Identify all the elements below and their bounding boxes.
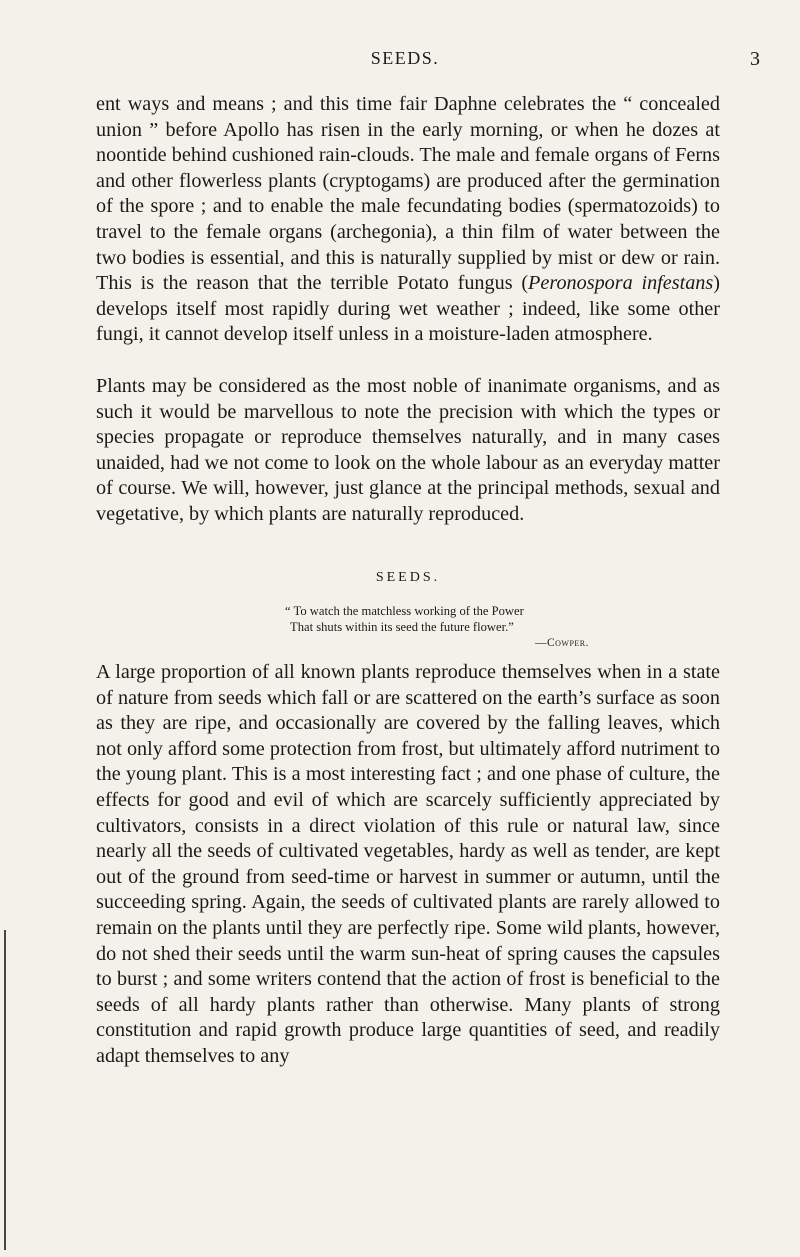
paragraph-3-text: A large proportion of all known plants reproduce themselves when in a state of nature from seeds which fall or are scattered on the earth’s surface as soon as they are ripe, and occasionally are covered by the falling leaves, which not only afford some protection from frost, but ultimately afford nutriment to the young plant. This is a most interesting fact ; and one phase of culture, the effects for good and evil of which are scarcely sufficiently appreciated by cultivators, consists in a direct violation of this rule or natural law, since nearly all the seeds of cultivated vegetables, hardy as well as tender, are kept out of the ground from seed-time or harvest in summer or autumn, until the succeeding spring. Again, the seeds of cultivated plants are rarely allowed to remain on the plants until they are perfectly ripe. Some wild plants, however, do not shed their seeds until the warm sun-heat of spring causes the capsules to burst ; and some writers contend that the action of frost is beneficial to the seeds of all hardy plants rather than otherwise. Many plants of strong constitution and rapid growth produce large quantities of seed, and readily adapt themselves to any: [96, 661, 720, 1067]
species-name: Peronospora infestans: [528, 272, 714, 295]
section-heading: SEEDS.: [375, 570, 441, 585]
epigraph-line-1: “ To watch the matchless working of the Power: [285, 604, 524, 618]
running-head: [90, 44, 760, 74]
paragraph-1-text-b: ) develops itself most rapidly during wet weather ; indeed, like some other fungi, it cannot develop itself unless in a moisture-laden atmosphere.: [96, 272, 720, 346]
paragraph-1-text-a: ent ways and means ; and this time fair Daphne celebrates the “ concealed union ” before Apollo has risen in the early morning, or when he dozes at noontide behind cushioned rain-clouds. The male and female organs of Ferns and other flowerless plants (cryptogams) are produced after the germination of the spore ; and to enable the male fecundating bodies (spermatozoids) to travel to the female organs (archegonia), a thin film of water between the two bodies is essential, and this is naturally supplied by mist or dew or rain. This is the reason that the terrible Potato fungus (: [96, 93, 720, 295]
paragraph-1: [96, 92, 720, 348]
running-title: SEEDS.: [370, 48, 440, 68]
page-number: 3: [750, 48, 760, 70]
paragraph-2-text: Plants may be considered as the most noble of inanimate organisms, and as such it would be marvellous to note the precision with which the types or species propagate or reproduce themselves naturally, and in many cases unaided, had we not come to look on the whole labour as an everyday matter of course. We will, however, just glance at the principal methods, sexual and vegetative, by which plants are naturally reproduced.: [96, 375, 720, 525]
binding-edge: [4, 930, 6, 1250]
epigraph: [285, 603, 725, 651]
paragraph-3: [96, 660, 720, 1070]
paragraph-2: [96, 374, 720, 528]
epigraph-line-2: That shuts within its seed the future flower.”: [290, 620, 514, 634]
epigraph-attribution: —Cowper.: [534, 637, 589, 649]
